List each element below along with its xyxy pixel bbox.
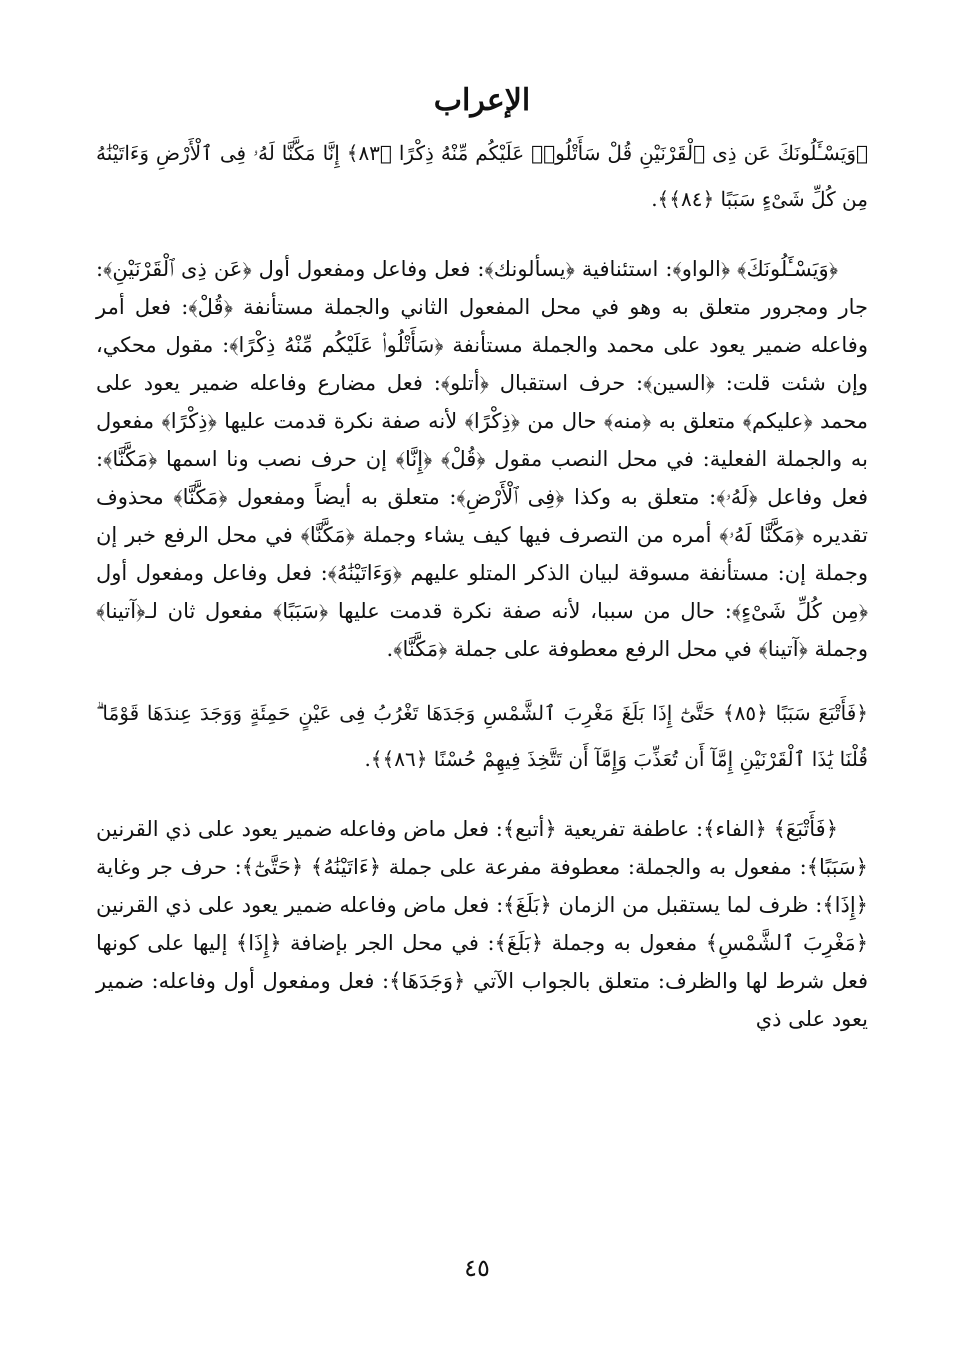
- irab-paragraph-1: ﴿وَيَسْـَٔلُونَكَ﴾ ﴿الواو﴾: استئنافية ﴿يسألونك﴾: فعل وفاعل ومفعول أول ﴿عَن ذِى ٱلْقَرْنَيْنِ﴾: جار ومجرور متعلق به وهو في محل المفعول الثاني والجملة مستأنفة ﴿قُلْ﴾: فعل أمر وفاعله ضمير يعود على محمد والجملة مستأنفة ﴿سَأَتْلُوا۟ عَلَيْكُم مِّنْهُ ذِكْرًا﴾: مقول محكي، وإن شئت قلت: ﴿السين﴾: حرف استقبال ﴿أتلو﴾: فعل مضارع وفاعله ضمير يعود على محمد ﴿عليكم﴾ متعلق به ﴿منه﴾ حال من ﴿ذِكْرًا﴾ لأنه صفة نكرة قدمت عليها ﴿ذِكْرًا﴾ مفعول به والجملة الفعلية: في محل النصب مقول ﴿قُلْ﴾ ﴿إِنَّا﴾ إن حرف نصب ونا اسمها ﴿مَكَّنَّا﴾: فعل وفاعل ﴿لَهُۥ﴾: متعلق به وكذا ﴿فِى ٱلْأَرْضِ﴾: متعلق به أيضاً ومفعول ﴿مَكَّنَّا﴾ محذوف تقديره ﴿مَكَّنَّا لَهُۥ﴾ أمره من التصرف فيها كيف يشاء وجملة ﴿مَكَّنَّا﴾ في محل الرفع خبر إن وجملة إن: مستأنفة مسوقة لبيان الذكر المتلو عليهم ﴿وَءَاتَيْنَٰهُ﴾: فعل وفاعل ومفعول أول ﴿مِن كُلِّ شَىْءٍ﴾: حال من سببا، لأنه صفة نكرة قدمت عليها ﴿سَبَبًا﴾ مفعول ثان لـ﴿آتينا﴾ وجملة ﴿آتينا﴾ في محل الرفع معطوفة على جملة ﴿مَكَّنَّا﴾.: [96, 257, 868, 661]
- spacer: [96, 782, 868, 810]
- document-page: [96, 78, 868, 1308]
- page-title: الإعراب: [433, 83, 531, 118]
- irab-paragraph-2: ﴿فَأَتْبَعَ﴾ ﴿الفاء﴾: عاطفة تفريعية ﴿أتبع﴾: فعل ماض وفاعله ضمير يعود على ذي القرنين ﴿سَبَبًا﴾: مفعول به والجملة: معطوفة مفرعة على جملة ﴿ءَاتَيْنَٰهُ﴾ ﴿حَتَّىٰٓ﴾: حرف جر وغاية ﴿إِذَا﴾: ظرف لما يستقبل من الزمان ﴿بَلَغَ﴾: فعل ماض وفاعله ضمير يعود على ذي القرنين ﴿مَغْرِبَ ٱلشَّمْسِ﴾ مفعول به وجملة ﴿بَلَغَ﴾: في محل الجر بإضافة ﴿إِذَا﴾ إليها على كونها فعل شرط لها والظرف: متعلق بالجواب الآتي ﴿وَجَدَهَا﴾: فعل ومفعول أول وفاعله: ضمير يعود على ذي: [96, 817, 868, 1031]
- quran-verse-83-84: ﴿وَيَسْـَٔلُونَكَ عَن ذِى ٱلْقَرْنَيْنِ قُلْ سَأَتْلُوا۟ عَلَيْكُم مِّنْهُ ذِكْرًا ﴿٨٣﴾ إِنَّا مَكَّنَّا لَهُۥ فِى ٱلْأَرْضِ وَءَاتَيْنَٰهُ مِن كُلِّ شَىْءٍ سَبَبًا ﴿٨٤﴾﴾.: [96, 141, 868, 211]
- quran-verse-85-86: ﴿فَأَتْبَعَ سَبَبًا ﴿٨٥﴾ حَتَّىٰٓ إِذَا بَلَغَ مَغْرِبَ ٱلشَّمْسِ وَجَدَهَا تَغْرُبُ فِى عَيْنٍ حَمِئَةٍ وَوَجَدَ عِندَهَا قَوْمًا ۗ قُلْنَا يَٰذَا ٱلْقَرْنَيْنِ إِمَّآ أَن تُعَذِّبَ وَإِمَّآ أَن تَتَّخِذَ فِيهِمْ حُسْنًا ﴿٨٦﴾﴾.: [96, 701, 868, 771]
- spacer: [96, 668, 868, 690]
- page-number: ٤٥: [464, 1254, 490, 1282]
- spacer: [96, 222, 868, 250]
